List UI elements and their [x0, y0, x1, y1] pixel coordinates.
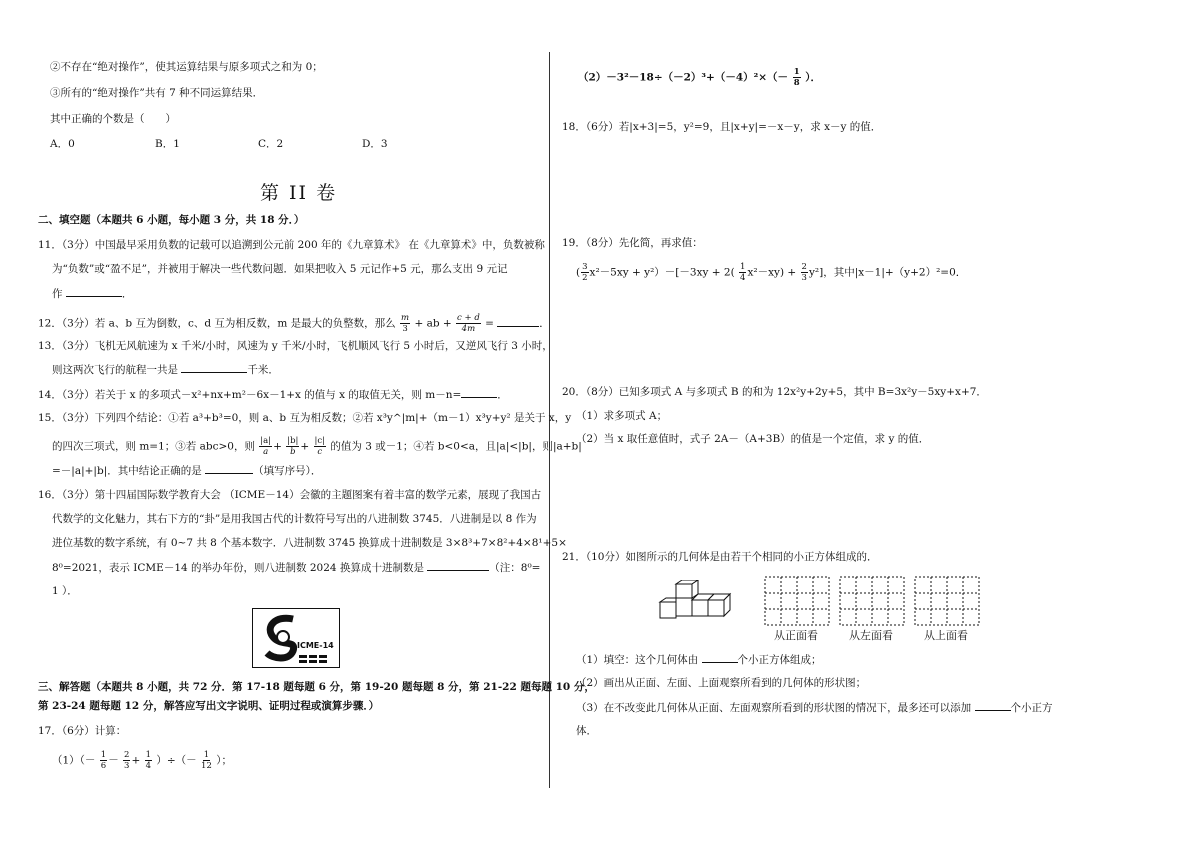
front-view-grid [764, 576, 830, 626]
q19-expression: ( $\frac{3}{2}$ x²－5xy + y²）－[－3xy + 2( $\frac{1}{4}$ x²－xy) + $\frac{2}{3}$ y²]，其中|x－1|+（y+2）²=0． [576, 262, 967, 283]
q20-part-2: （2）当 x 取任意值时，式子 2A－（A+3B）的值是一个定值，求 y 的值． [576, 433, 930, 445]
q21-answer-blank-2[interactable] [975, 700, 1011, 711]
q10-option-b: B．1 [155, 138, 180, 150]
q13-line-1: 13．（3分）飞机无风航速为 x 千米/小时，风速为 y 千米/小时，飞机顺风飞行 5 小时后，又逆风飞行 3 小时， [38, 340, 553, 352]
q21-part-3-end: 体． [576, 725, 597, 737]
q14-answer-blank[interactable] [461, 387, 497, 398]
q10-item-3: ③所有的“绝对操作”共有 7 种不同运算结果． [50, 87, 264, 99]
q15-line-3: =－|a|+|b|．其中结论正确的是 （填写序号）． [52, 465, 322, 477]
q10-option-d: D．3 [362, 138, 388, 150]
q10-item-2: ②不存在“绝对操作”，使其运算结果与原多项式之和为 0； [50, 61, 323, 73]
q21-part-3: （3）在不改变此几何体从正面、左面观察所看到的形状图的情况下，最多还可以添加 个小正方 [576, 702, 1053, 714]
q13-answer-blank[interactable] [181, 362, 247, 373]
q13-line-2: 则这两次飞行的航程一共是 千米． [52, 364, 279, 376]
q10-option-c: C．2 [258, 138, 284, 150]
q17-stem: 17．（6分）计算： [38, 725, 127, 737]
q11-answer-blank[interactable] [66, 286, 122, 297]
q11-line-1: 11．（3分）中国最早采用负数的记载可以追溯到公元前 200 年的《九章算术》 在《九章算术》中，负数被称 [38, 239, 545, 251]
q12-answer-blank[interactable] [497, 316, 539, 327]
q18-line: 18．（6分）若|x+3|=5，y²=9，且|x+y|=－x－y，求 x－y 的值． [562, 121, 882, 133]
q20-part-1: （1）求多项式 A； [576, 410, 668, 422]
left-view-label: 从左面看 [849, 629, 893, 642]
q14-line: 14．（3分）若关于 x 的多项式－x²+nx+m²－6x－1+x 的值与 x 的取值无关，则 m－n= ． [38, 389, 508, 401]
icme-logo-text: ICME-14 [297, 641, 334, 650]
q21-part-1: （1）填空：这个几何体由 个小正方体组成； [576, 654, 822, 666]
q17-part-1: （1）（－ $\frac{1}{6}$ － $\frac{2}{3}$ + $\frac{1}{4}$ ）÷（－ $\frac{1}{12}$ ）； [52, 750, 232, 771]
q16-answer-blank[interactable] [427, 560, 489, 571]
top-view-grid [914, 576, 980, 626]
top-view-label: 从上面看 [924, 629, 968, 642]
q10-stem: 其中正确的个数是（ ） [50, 113, 176, 125]
q20-stem: 20．（8分）已知多项式 A 与多项式 B 的和为 12x²y+2y+5，其中 B=3x²y－5xy+x+7． [562, 386, 987, 398]
q21-answer-blank-1[interactable] [702, 652, 738, 663]
q15-line-2: 的四次三项式，则 m=1；③若 abc>0，则 $\frac{|a|}{a}$ + $\frac{|b|}{b}$ + $\frac{|c|}{c}$ 的值为 3 或－1；④若 b<0<a，且|a|<|b|，则|a+b| [52, 436, 582, 457]
q12-line: 12．（3分）若 a、b 互为倒数，c、d 互为相反数，m 是最大的负整数，那么 $\frac{m}{3}$ + ab + $\frac{c + d}{4m}$ = ． [38, 313, 550, 334]
q16-line-5: 1 ）． [52, 585, 78, 597]
q17-part-2: （2）－3²－18÷（－2）³+（－4）²×（－ $\frac{1}{8}$ ）． [578, 67, 822, 88]
section-title: 第 II 卷 [260, 182, 338, 204]
icme-logo-graphic [253, 609, 339, 667]
q16-line-3: 进位基数的数字系统，有 0~7 共 8 个基本数字．八进制数 3745 换算成十进制数是 3×8³+7×8²+4×8¹+5× [52, 537, 567, 549]
q16-line-1: 16．（3分）第十四届国际数学教育大会 （ICME－14）会徽的主题图案有着丰富的数学元素，展现了我国古 [38, 489, 542, 501]
answer-heading-1: 三、解答题（本题共 8 小题，共 72 分．第 17-18 题每题 6 分，第 19-20 题每题 8 分，第 21-22 题每题 10 分， [38, 681, 595, 693]
answer-heading-2: 第 23-24 题每题 12 分，解答应写出文字说明、证明过程或演算步骤．） [38, 700, 380, 712]
q19-stem: 19．（8分）先化简，再求值： [562, 237, 703, 249]
left-view-grid [839, 576, 905, 626]
q16-line-2: 代数学的文化魅力，其右下方的“卦”是用我国古代的计数符号写出的八进制数 3745．八进制是以 8 作为 [52, 513, 537, 525]
fill-heading: 二、填空题（本题共 6 小题，每小题 3 分，共 18 分．） [38, 214, 305, 226]
q15-line-1: 15．（3分）下列四个结论：①若 a³+b³=0，则 a、b 互为相反数；②若 x³y^|m|+（m－1）x³y+y² 是关于 x，y [38, 412, 572, 424]
q15-answer-blank[interactable] [205, 463, 253, 474]
q21-part-2: （2）画出从正面、左面、上面观察所看到的几何体的形状图； [576, 677, 867, 689]
q11-line-2: 为“负数”或“盈不足”，并被用于解决一些代数问题．如果把收入 5 元记作+5 元，那么支出 9 元记 [52, 263, 508, 275]
q11-line-3: 作 ． [52, 288, 133, 300]
q10-option-a: A．0 [50, 138, 75, 150]
front-view-label: 从正面看 [774, 629, 818, 642]
icme-logo [252, 608, 340, 668]
q16-line-4: 8⁰=2021，表示 ICME－14 的举办年份，则八进制数 2024 换算成十进制数是 （注：8⁰= [52, 562, 541, 574]
cube-solid-figure [656, 580, 736, 624]
q21-stem: 21．（10分）如图所示的几何体是由若干个相同的小正方体组成的． [562, 551, 878, 563]
